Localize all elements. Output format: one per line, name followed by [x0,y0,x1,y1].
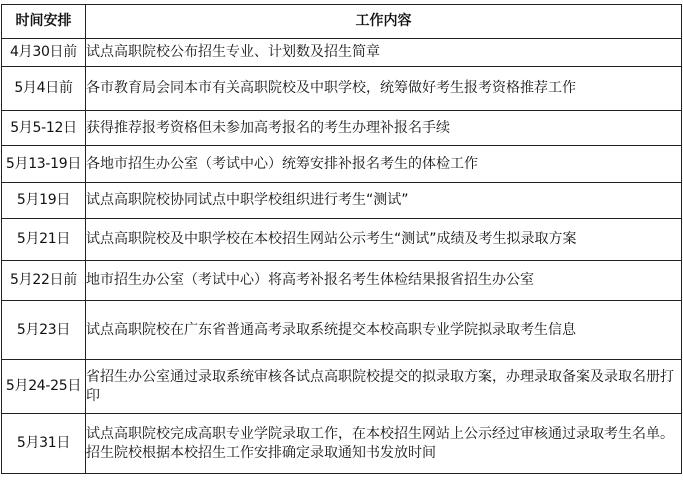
row-date: 5月19日 [2,183,86,219]
table-row [2,360,682,414]
header-content: 工作内容 [86,5,682,39]
row-content: 试点高职院校协同试点中职学校组织进行考生“测试” [86,183,682,219]
header-time: 时间安排 [2,5,86,39]
row-content: 各地市招生办公室（考试中心）统筹安排补报名考生的体检工作 [86,146,682,183]
row-content: 获得推荐报考资格但未参加高考报名的考生办理补报名手续 [86,111,682,146]
schedule-table [1,4,682,474]
row-content: 省招生办公室通过录取系统审核各试点高职院校提交的拟录取方案，办理录取备案及录取名册打印 [86,360,682,414]
row-content: 试点高职院校在广东省普通高考录取系统提交本校高职专业学院拟录取考生信息 [86,301,682,360]
row-content: 试点高职院校及中职学校在本校招生网站公示考生“测试”成绩及考生拟录取方案 [86,219,682,261]
table-row [2,414,682,474]
row-content: 试点高职院校公布招生专业、计划数及招生简章 [86,39,682,67]
table-header-row [2,5,682,39]
row-content: 地市招生办公室（考试中心）将高考补报名考生体检结果报省招生办公室 [86,261,682,301]
row-date: 5月22日前 [2,261,86,301]
row-content: 各市教育局会同本市有关高职院校及中职学校，统筹做好考生报考资格推荐工作 [86,67,682,111]
table-row [2,39,682,67]
table-row [2,301,682,360]
table-row [2,261,682,301]
row-date: 5月21日 [2,219,86,261]
row-date: 4月30日前 [2,39,86,67]
row-content: 试点高职院校完成高职专业学院录取工作，在本校招生网站上公示经过审核通过录取考生名单。招生院校根据本校招生工作安排确定录取通知书发放时间 [86,414,682,474]
table-row [2,219,682,261]
row-date: 5月4日前 [2,67,86,111]
row-date: 5月5-12日 [2,111,86,146]
row-date: 5月23日 [2,301,86,360]
page-bottom-margin [0,490,683,502]
table-row [2,111,682,146]
row-date: 5月13-19日 [2,146,86,183]
table-row [2,183,682,219]
table-row [2,67,682,111]
table-row [2,146,682,183]
row-date: 5月31日 [2,414,86,474]
row-date: 5月24-25日 [2,360,86,414]
